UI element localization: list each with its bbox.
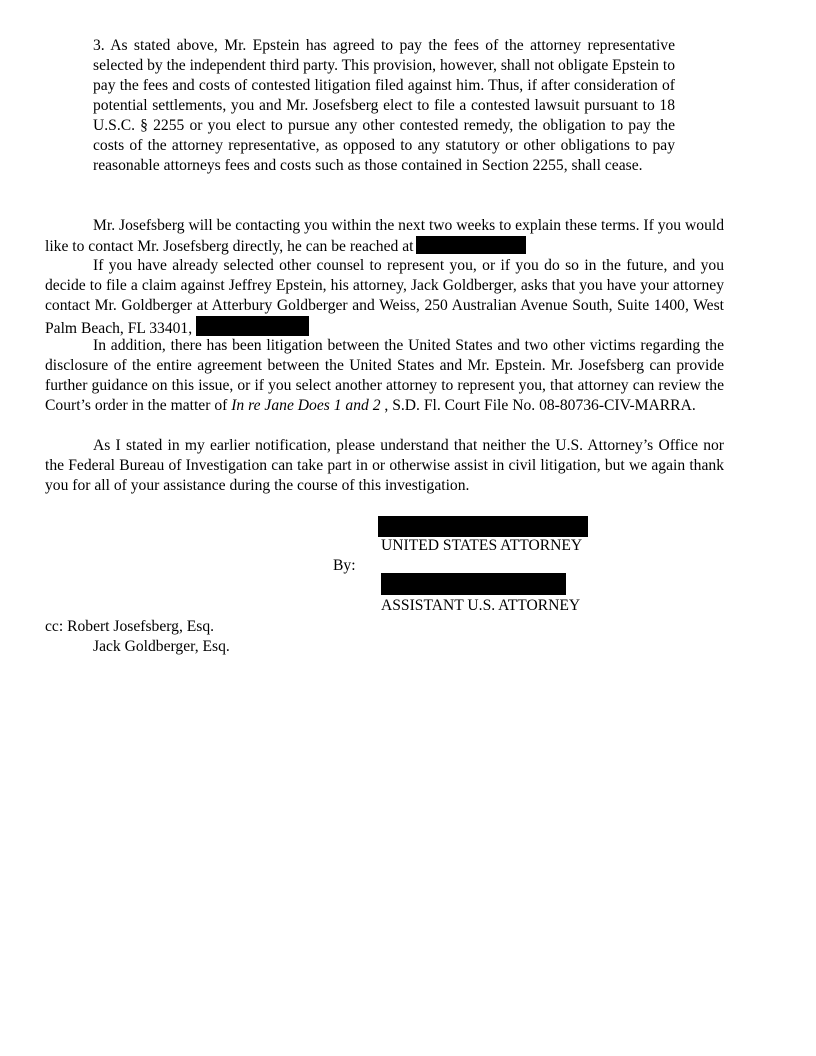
redaction-phone-josefsberg [416, 236, 526, 254]
paragraph-litigation [45, 336, 724, 416]
signature-title-usa: UNITED STATES ATTORNEY [381, 537, 583, 554]
paragraph-closing: As I stated in my earlier notification, please understand that neither the U.S. Attorney’s Office nor the Federal Bureau of Investigation can take part in or otherwise assist in civil litigation, but we again thank you for all of your assistance during the course of this investigation. [45, 437, 724, 494]
cc-line-josefsberg: cc: Robert Josefsberg, Esq. [45, 618, 215, 635]
redaction-phone-goldberger [196, 316, 309, 336]
signature-title-ausa: ASSISTANT U.S. ATTORNEY [381, 597, 581, 614]
josefsberg-contact-text: Mr. Josefsberg will be contacting you within the next two weeks to explain these terms. If you would like to contact Mr. Josefsberg directly, he can be reached at [45, 217, 724, 255]
case-name: In re Jane Does 1 and 2 [231, 397, 381, 414]
case-file-number: , S.D. Fl. Court File No. 08-80736-CIV-MARRA. [384, 397, 696, 414]
redaction-signature-ausa [381, 573, 566, 595]
litigation-text: In addition, there has been litigation between the United States and two other victims regarding the disclosure of the entire agreement between the United States and Mr. Epstein. Mr. Josefsberg can provide further guidance on this issue, or if you select another attorney to represent you, that attorney can review the Court’s order in the matter of [45, 337, 724, 414]
cc-line-goldberger: Jack Goldberger, Esq. [93, 638, 230, 655]
paragraph-josefsberg-contact [45, 216, 724, 257]
numbered-paragraph-3: 3. As stated above, Mr. Epstein has agreed to pay the fees of the attorney representative selected by the independent third party. This provision, however, shall not obligate Epstein to pay the fees and costs of contested litigation filed against him. Thus, if after consideration of potential settlements, you and Mr. Josefsberg elect to file a contested lawsuit pursuant to 18 U.S.C. § 2255 or you elect to pursue any other contested remedy, the obligation to pay the costs of the attorney representative, as opposed to any statutory or other obligations to pay reasonable attorneys fees and costs such as those contained in Section 2255, shall cease. [93, 37, 675, 174]
other-counsel-text: If you have already selected other counsel to represent you, or if you do so in the future, and you decide to file a claim against Jeffrey Epstein, his attorney, Jack Goldberger, asks that you have your attorney contact Mr. Goldberger at Atterbury Goldberger and Weiss, 250 Australian Avenue South, Suite 1400, West Palm Beach, FL 33401, [45, 257, 724, 337]
paragraph-other-counsel [45, 256, 724, 339]
redaction-signature-usa [378, 516, 588, 537]
signature-by-label: By: [333, 557, 356, 574]
